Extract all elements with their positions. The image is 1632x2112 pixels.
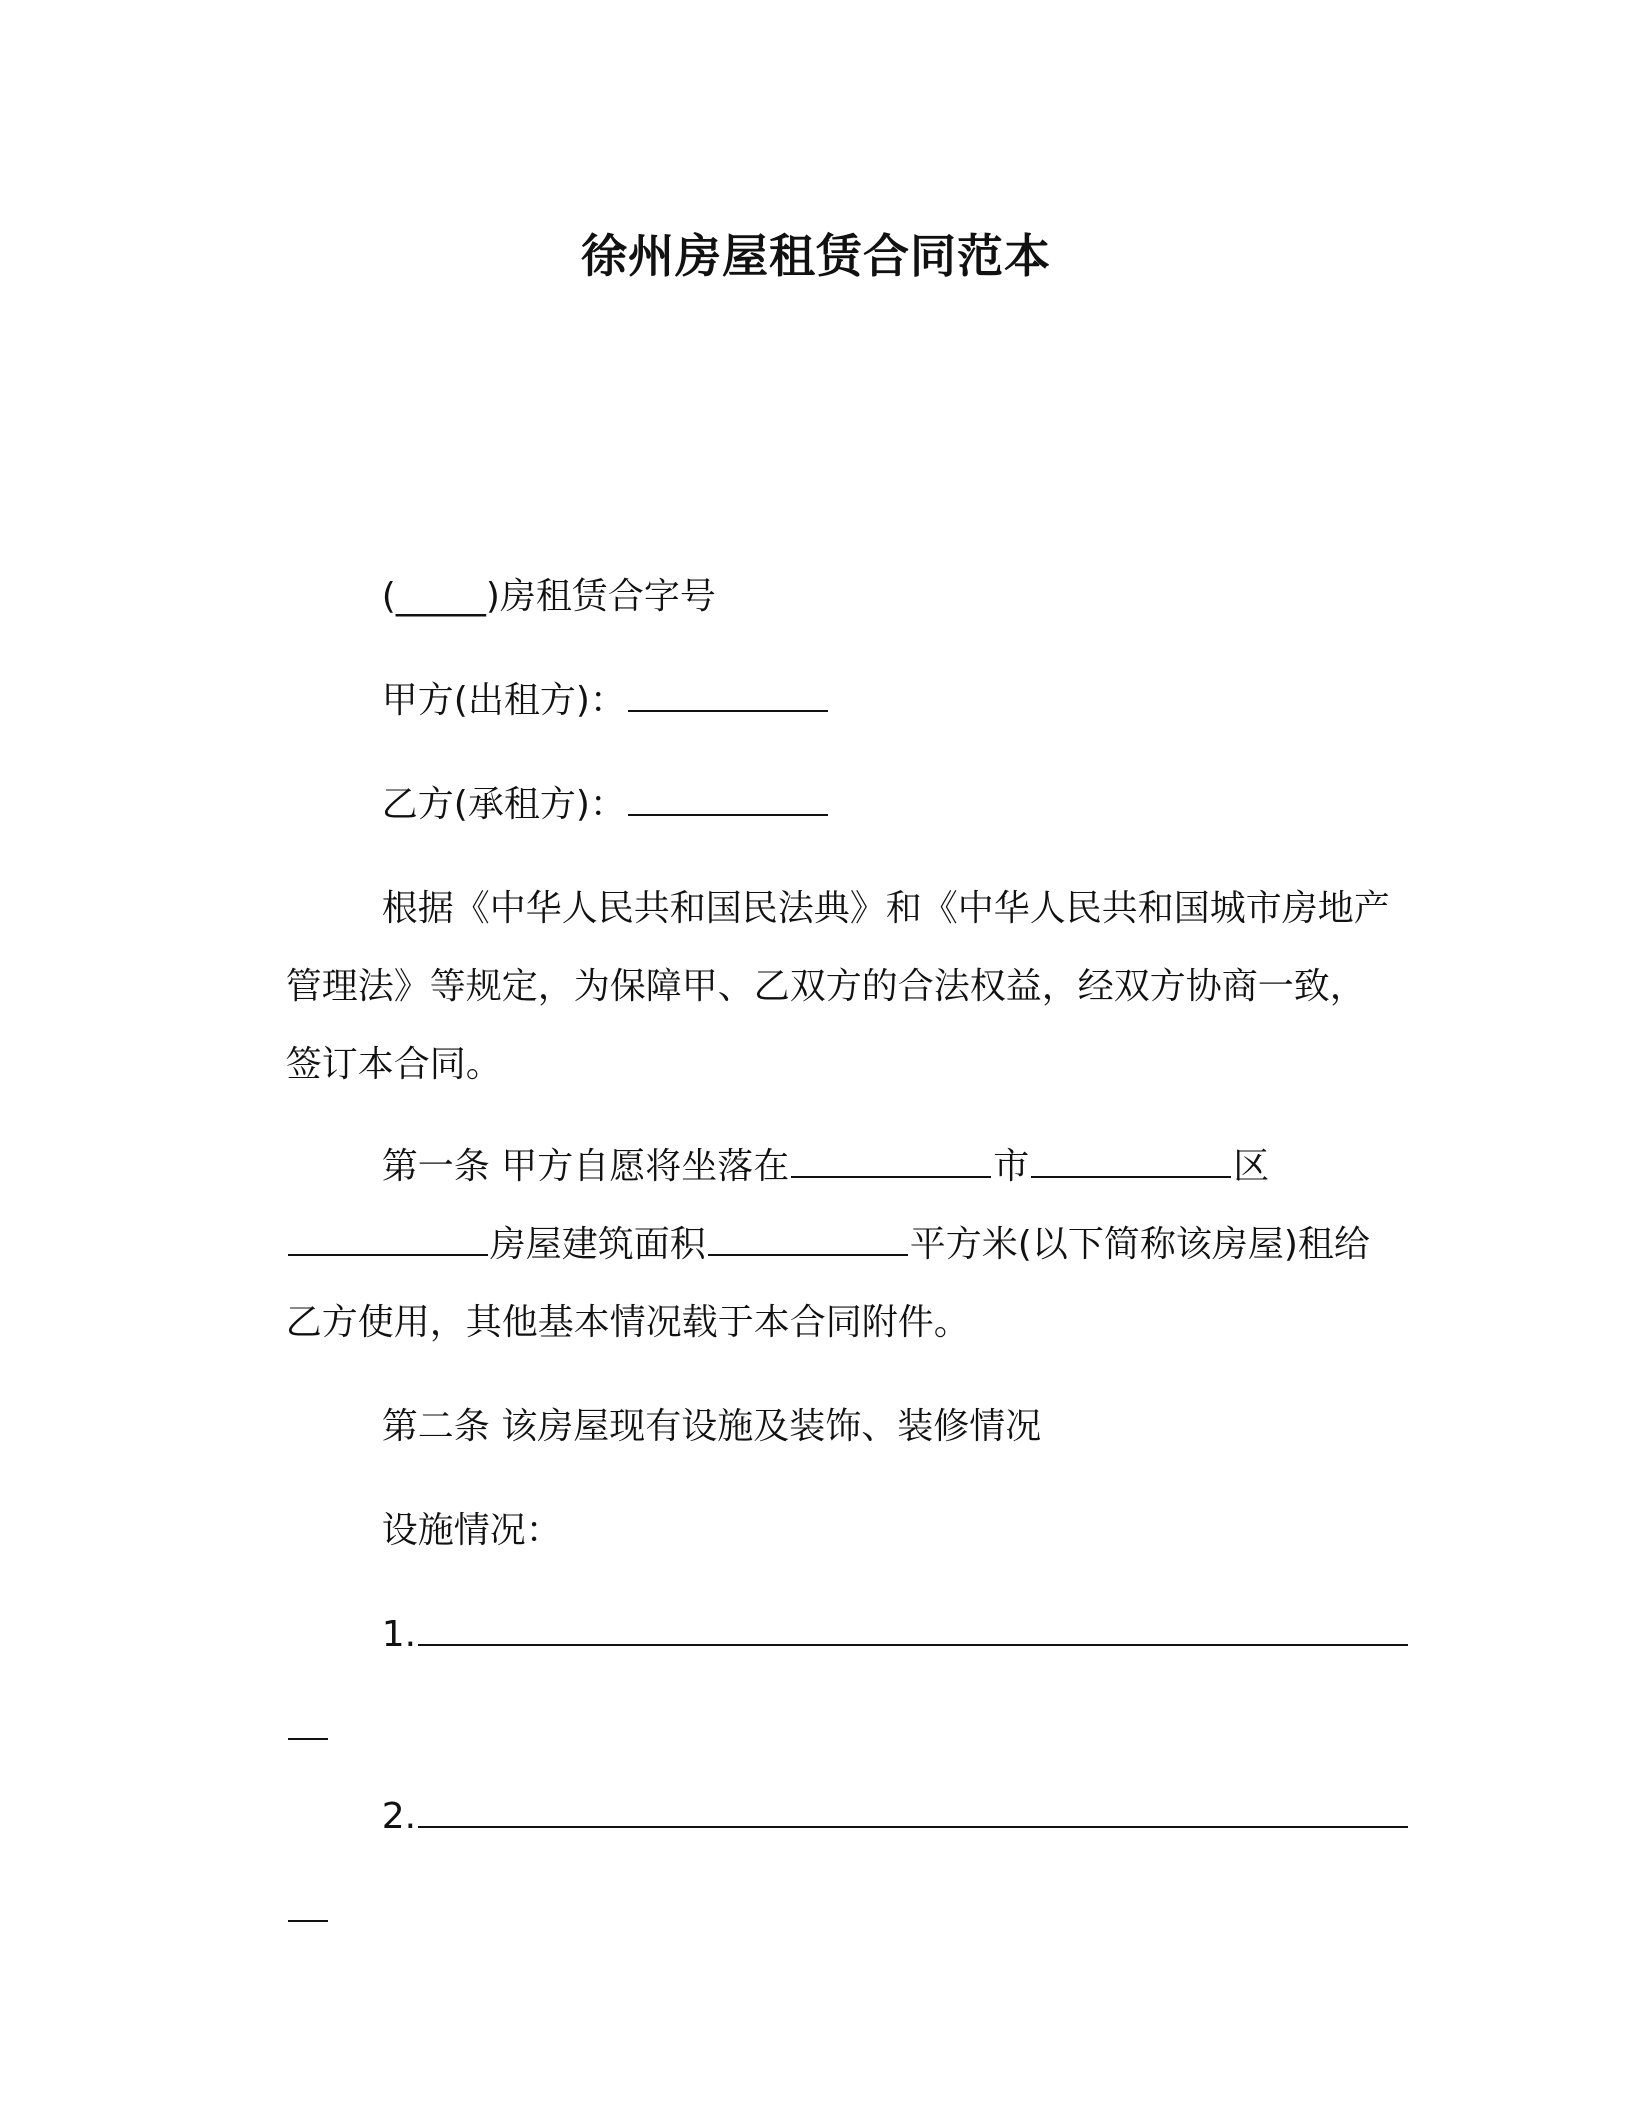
facilities-label: 设施情况： — [381, 1510, 562, 1551]
sqm-suffix: 平方米(以下简称该房屋)租给 — [909, 1224, 1370, 1265]
party-a-label: 甲方(出租方)： — [381, 680, 626, 721]
building-area-label: 房屋建筑面积 — [489, 1224, 706, 1265]
party-b-label: 乙方(承租方)： — [381, 784, 626, 825]
facility-item-1-number: 1. — [381, 1614, 417, 1655]
facility-item-2-blank-end — [288, 1890, 328, 1922]
facility-item-2-continuation — [240, 1794, 1385, 2028]
article1-prefix: 第一条 甲方自愿将坐落在 — [381, 1146, 790, 1187]
article1-text-3: 乙方使用，其他基本情况载于本合同附件。 — [285, 1302, 970, 1343]
document-title: 徐州房屋租赁合同范本 — [581, 229, 1051, 283]
preamble-text-3: 签订本合同。 — [285, 1044, 502, 1085]
district-label: 区 — [1233, 1146, 1270, 1187]
city-label: 市 — [993, 1146, 1030, 1187]
facility-item-2-number: 2. — [381, 1796, 417, 1837]
contract-number-label: (_____)房租赁合字号 — [381, 576, 716, 617]
article2-heading: 第二条 该房屋现有设施及装饰、装修情况 — [381, 1406, 1042, 1447]
preamble-text-1: 根据《中华人民共和国民法典》和《中华人民共和国城市房地产 — [381, 888, 1390, 929]
preamble-text-2: 管理法》等规定，为保障甲、乙双方的合法权益，经双方协商一致， — [285, 966, 1366, 1007]
